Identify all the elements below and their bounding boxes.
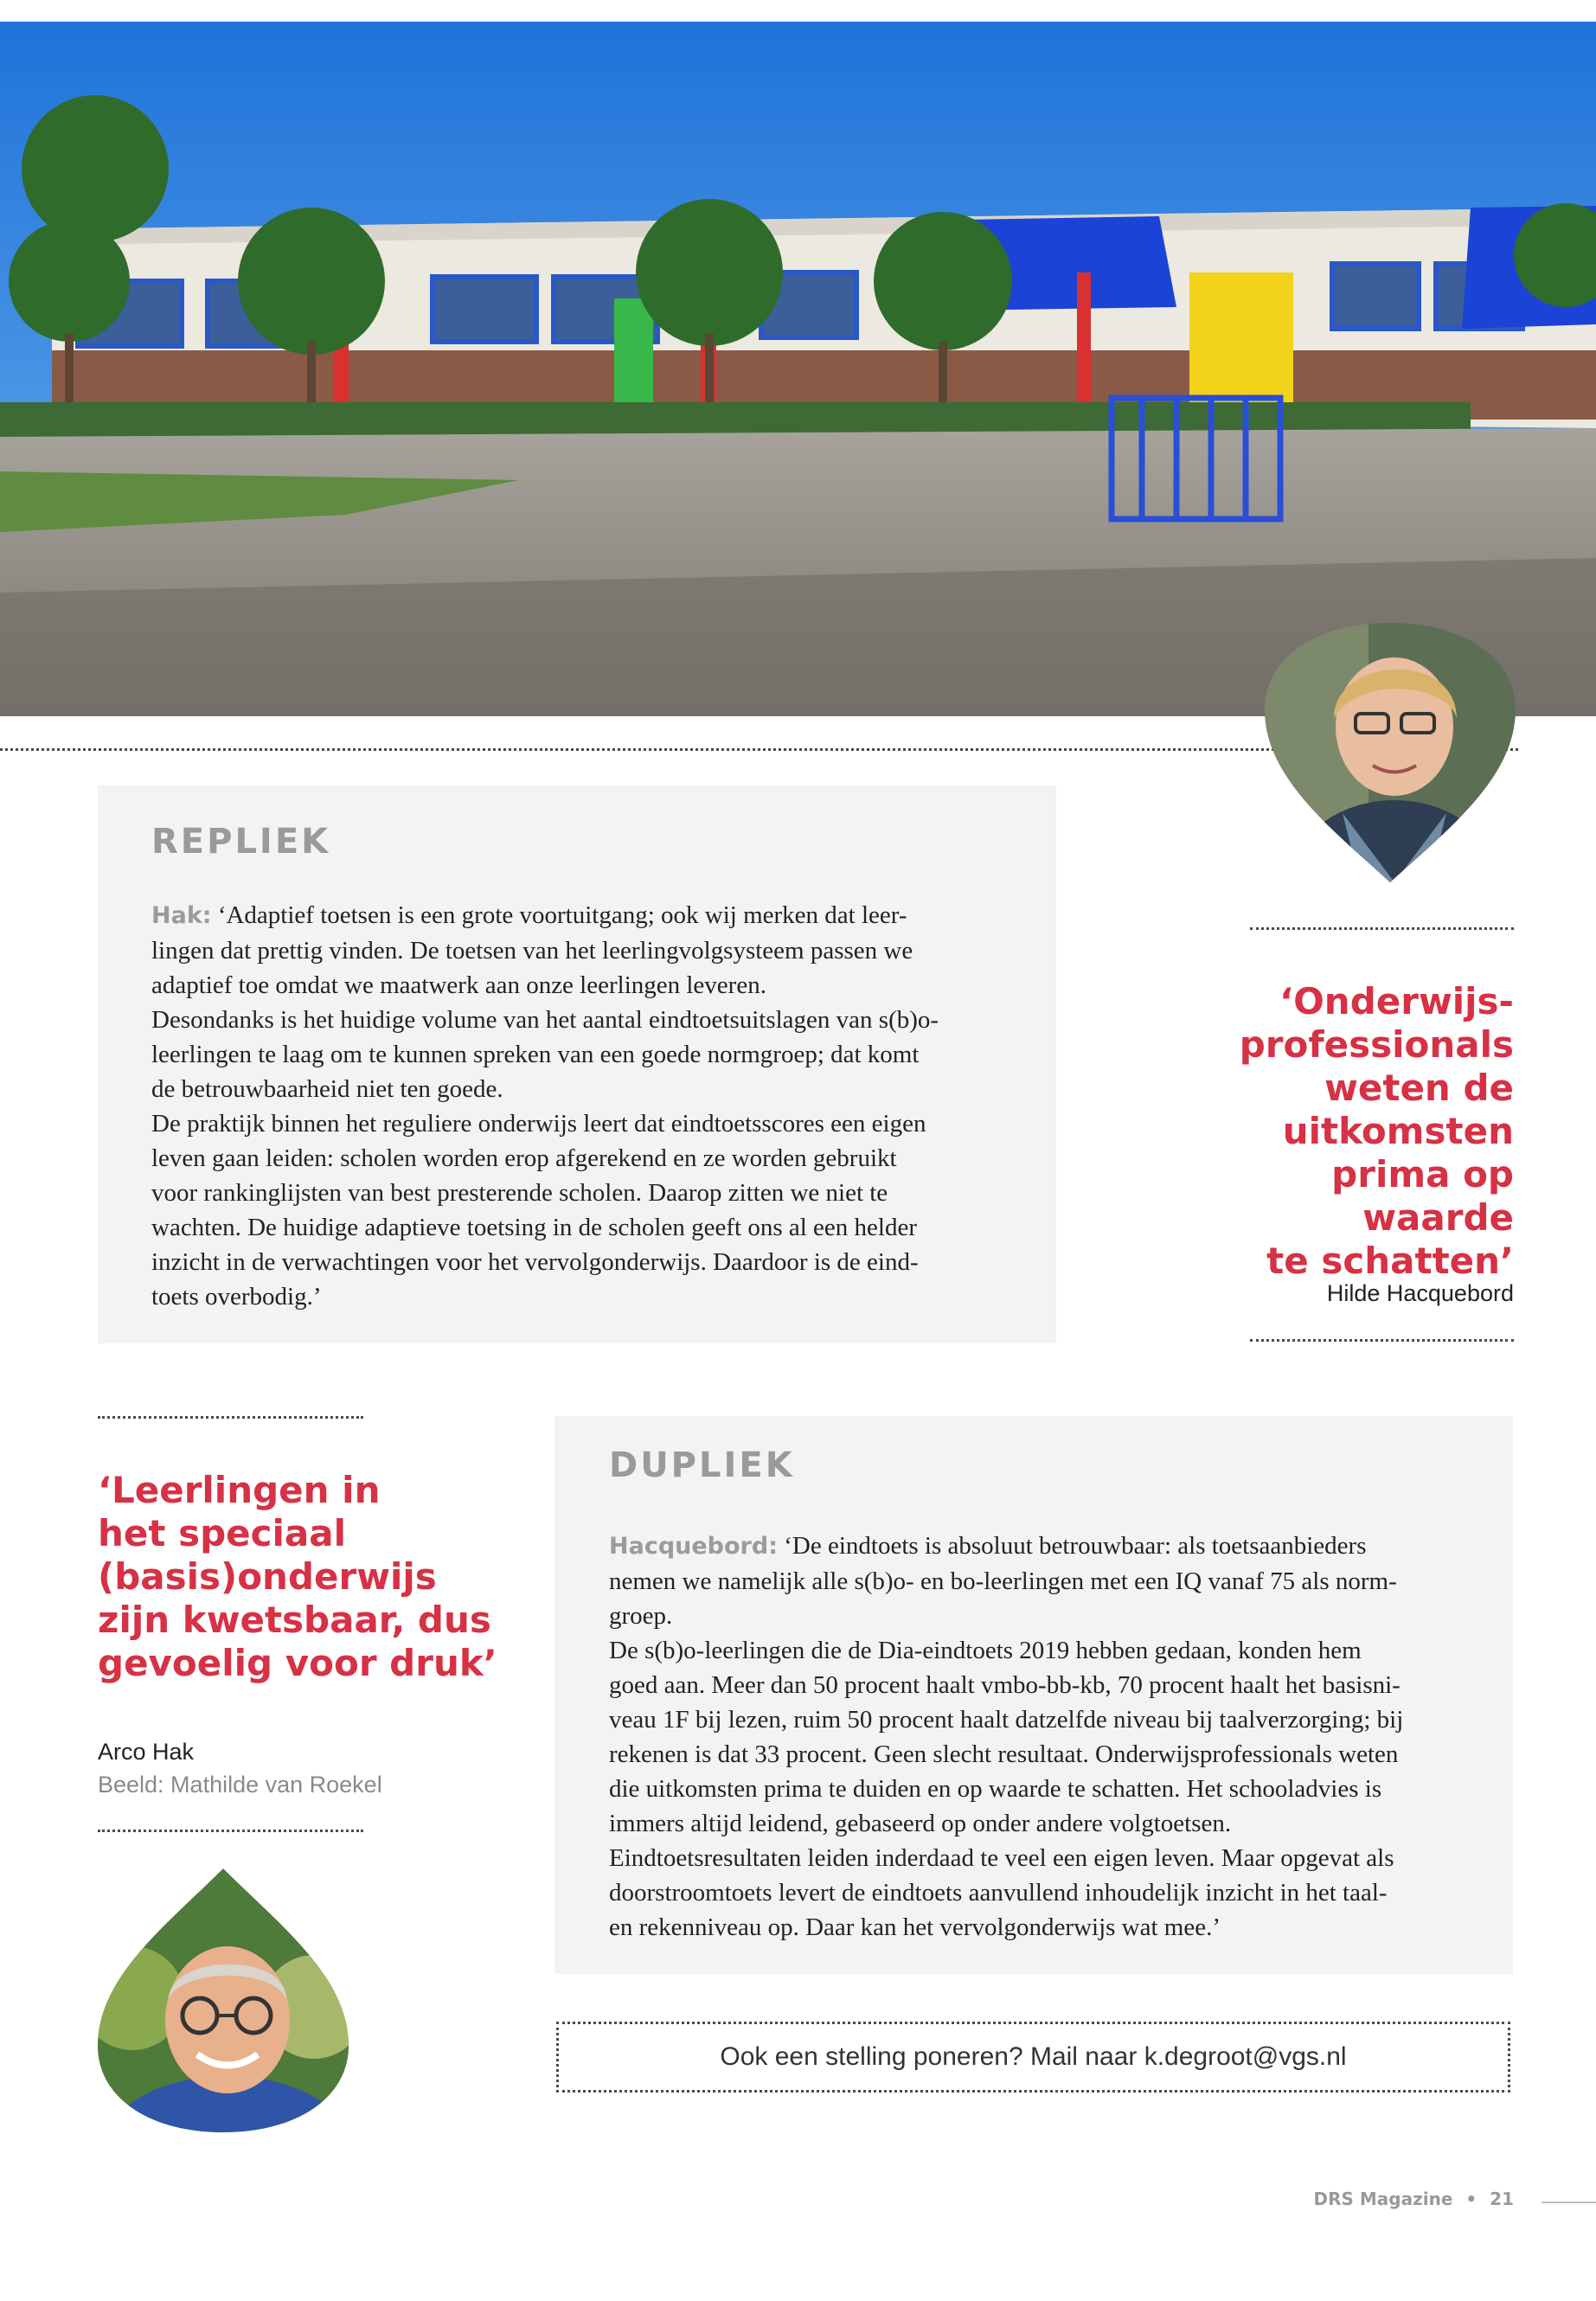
- repliek-line: De praktijk binnen het reguliere onderwijs leert dat eindtoetsscores een eigen: [151, 1110, 926, 1138]
- dupliek-body: [609, 1529, 1491, 1945]
- repliek-line: Desondanks is het huidige volume van het aantal eindtoetsuitslagen van s(b)o-: [151, 1006, 939, 1034]
- dupliek-line: die uitkomsten prima te duiden en op waarde te schatten. Het schooladvies is: [609, 1775, 1382, 1803]
- pull-quote-right: ‘Onderwijs- professionals weten de uitkomsten prima op waarde te schatten’: [1239, 980, 1514, 1282]
- footer-rule: [1542, 2202, 1596, 2203]
- repliek-line: lingen dat prettig vinden. De toetsen van het leerlingvolgsysteem passen we: [151, 937, 913, 965]
- page-footer: [1298, 2189, 1514, 2209]
- divider-quote-left-top: [98, 1416, 363, 1419]
- footer-separator: •: [1465, 2189, 1477, 2209]
- pull-quote-left: ‘Leerlingen in het speciaal (basis)onderwijs zijn kwetsbaar, dus gevoelig voor druk’: [98, 1469, 497, 1684]
- repliek-line: leerlingen te laag om te kunnen spreken van een goede normgroep; dat komt: [151, 1041, 920, 1068]
- call-to-action-text: Ook een stelling poneren? Mail naar k.degroot@vgs.nl: [720, 2042, 1347, 2071]
- call-to-action-box: [556, 2022, 1510, 2093]
- dupliek-line: veau 1F bij lezen, ruim 50 procent haalt datzelfde niveau bij taalverzorging; bij: [609, 1706, 1404, 1734]
- dupliek-line: doorstroomtoets levert de eindtoets aanvullend inhoudelijk inzicht in het taal-: [609, 1879, 1388, 1907]
- photo-credit: Beeld: Mathilde van Roekel: [98, 1772, 382, 1798]
- dupliek-line: groep.: [609, 1602, 673, 1630]
- quote-left-author: Arco Hak: [98, 1739, 195, 1765]
- dupliek-heading: DUPLIEK: [609, 1445, 795, 1485]
- repliek-line: wachten. De huidige adaptieve toetsing in de scholen geeft ons al een helder: [151, 1214, 917, 1241]
- repliek-line: Hak: ‘Adaptief toetsen is een grote voortuitgang; ook wij merken dat leer-: [151, 901, 907, 929]
- dupliek-line: Hacquebord: ‘De eindtoets is absoluut betrouwbaar: als toetsaanbieders: [609, 1532, 1367, 1560]
- divider-quote-right-top: [1250, 927, 1514, 930]
- repliek-line: adaptief toe omdat we maatwerk aan onze leerlingen leveren.: [151, 971, 766, 999]
- dupliek-box: [554, 1416, 1513, 1974]
- divider-quote-left-bottom: [98, 1830, 363, 1832]
- divider-quote-right-bottom: [1250, 1339, 1514, 1342]
- repliek-line: toets overbodig.’: [151, 1283, 322, 1311]
- portrait-hilde-hacquebord: [1265, 623, 1516, 887]
- dupliek-line: goed aan. Meer dan 50 procent haalt vmbo-bb-kb, 70 procent haalt het basisni-: [609, 1671, 1401, 1699]
- repliek-line: leven gaan leiden: scholen worden erop afgerekend en ze worden gebruikt: [151, 1144, 897, 1172]
- quote-right-author: Hilde Hacquebord: [1326, 1280, 1514, 1306]
- repliek-line: de betrouwbaarheid niet ten goede.: [151, 1075, 503, 1103]
- dupliek-line: nemen we namelijk alle s(b)o- en bo-leerlingen met een IQ vanaf 75 als norm-: [609, 1567, 1397, 1595]
- repliek-box: [98, 785, 1056, 1343]
- dupliek-line: en rekenniveau op. Daar kan het vervolgonderwijs wat mee.’: [609, 1913, 1221, 1941]
- dupliek-line: De s(b)o-leerlingen die de Dia-eindtoets 2019 hebben gedaan, konden hem: [609, 1637, 1362, 1664]
- repliek-line: voor rankinglijsten van best presterende scholen. Daarop zitten we niet te: [151, 1179, 888, 1207]
- page-number: 21: [1490, 2189, 1514, 2209]
- repliek-line: inzicht in de verwachtingen voor het vervolgonderwijs. Daardoor is de eind-: [151, 1248, 919, 1276]
- repliek-heading: REPLIEK: [151, 822, 331, 862]
- school-building-illustration: [0, 22, 1596, 716]
- repliek-body: [151, 898, 1025, 1314]
- dupliek-speaker: Hacquebord:: [609, 1533, 778, 1560]
- dupliek-line: rekenen is dat 33 procent. Geen slecht resultaat. Onderwijsprofessionals weten: [609, 1740, 1399, 1768]
- magazine-name: DRS Magazine: [1313, 2189, 1453, 2209]
- repliek-speaker: Hak:: [151, 902, 212, 929]
- dupliek-line: Eindtoetsresultaten leiden inderdaad te veel een eigen leven. Maar opgevat als: [609, 1844, 1394, 1872]
- dupliek-line: immers altijd leidend, gebaseerd op onder andere volgtoetsen.: [609, 1810, 1232, 1837]
- hero-photo-school: [0, 22, 1596, 716]
- portrait-arco-hak: [98, 1868, 349, 2132]
